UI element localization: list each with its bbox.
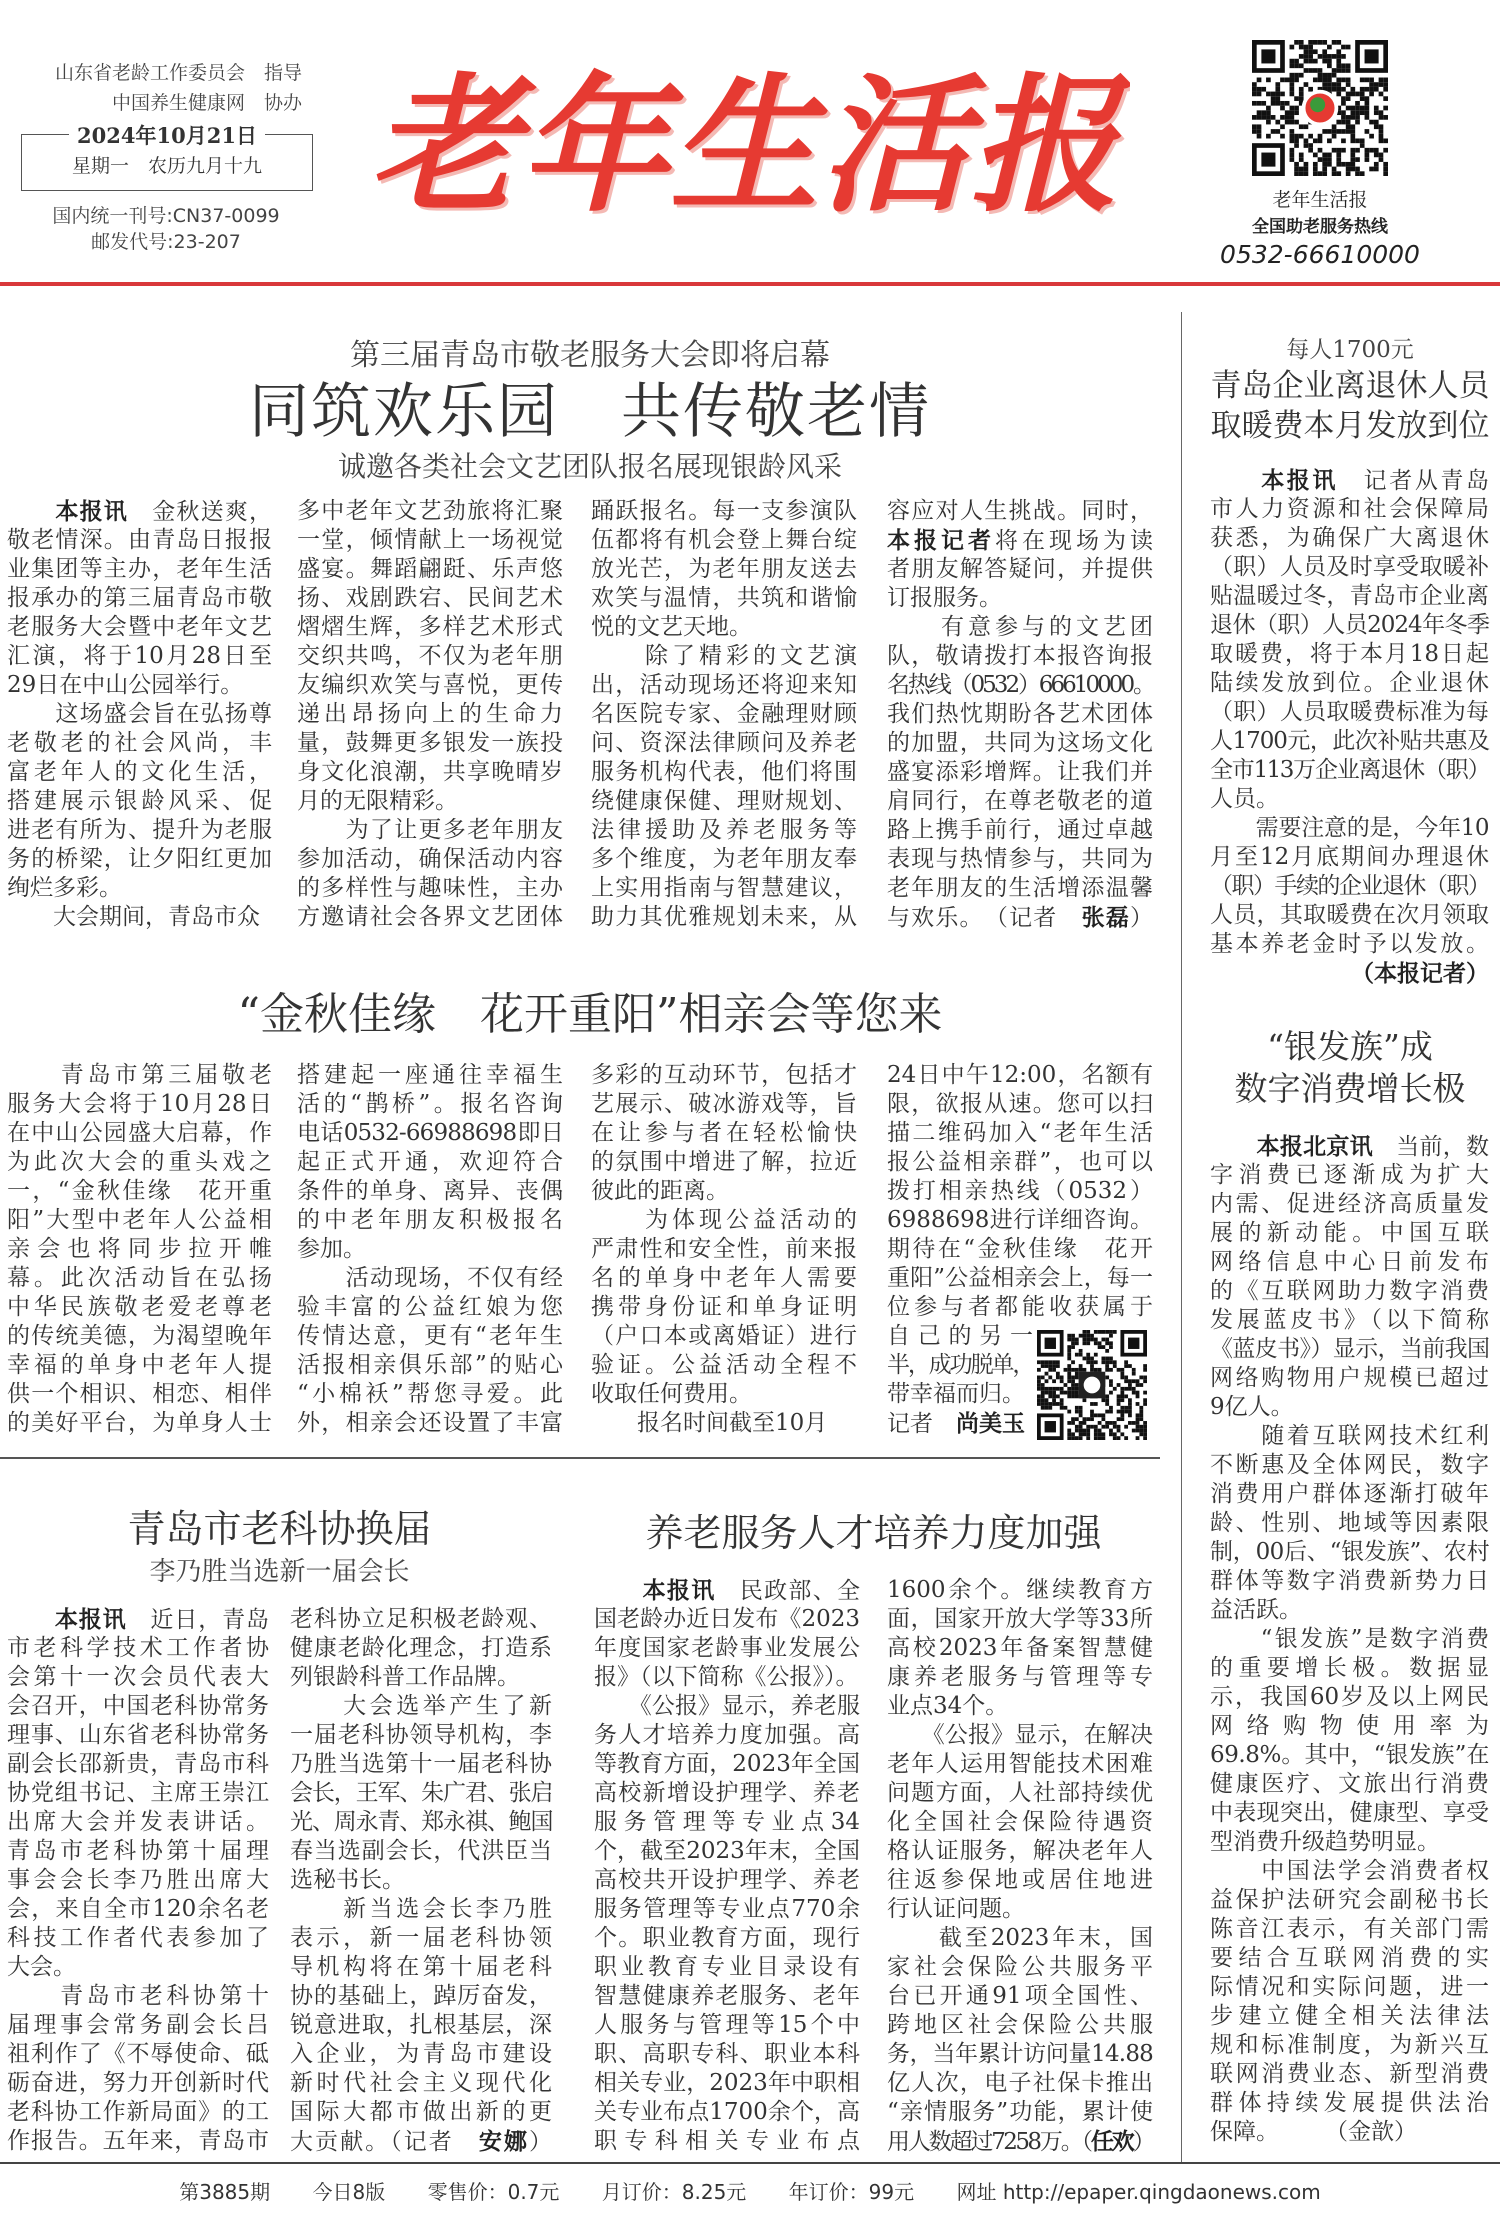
article-column <box>591 1061 857 1438</box>
text-line: 健康老龄化理念，打造系 <box>290 1635 552 1661</box>
text-line: 记者 尚美玉 <box>887 1410 1025 1437</box>
text-line: 幸福的单身中老年人提 <box>7 1352 272 1378</box>
text-line: 交织共鸣，不仅为老年朋 <box>297 643 563 669</box>
text-line: 严肃性和安全性，前来报 <box>591 1236 857 1262</box>
text-line: 市老科学技术工作者协 <box>7 1635 269 1661</box>
text-line: 多个维度，为老年朋友奉 <box>591 846 857 872</box>
text-line: 中表现突出，健康型、享受 <box>1210 1800 1489 1826</box>
text-line: 与欢乐。 （记者 张磊） <box>887 904 1154 931</box>
text-line: 一堂，倾情献上一场视觉 <box>297 527 563 553</box>
text-line: 量，鼓舞更多银发一族投 <box>297 730 563 756</box>
text-line: 拨打相亲热线（0532） <box>887 1178 1153 1204</box>
text-line: 1600余个。继续教育方 <box>887 1577 1153 1603</box>
text-line: 老服务大会暨中老年文艺 <box>7 614 272 640</box>
text-line: 绕健康保健、理财规划、 <box>591 788 857 814</box>
text-line: 《公报》显示，在解决 <box>887 1722 1153 1748</box>
text-line: 参加。 <box>297 1236 366 1262</box>
weekday-lunar: 星期一 农历九月十九 <box>71 155 262 177</box>
text-line: 敬老情深。由青岛日报报 <box>7 527 272 553</box>
hotline-number: 0532-66610000 <box>1220 240 1420 269</box>
text-line: 的重要增长极。数据显 <box>1210 1655 1489 1681</box>
text-line: 的加盟，共同为这场文化 <box>887 730 1153 756</box>
text-line: 限，欲报从速。您可以扫 <box>887 1091 1153 1117</box>
text-line: 跨地区社会保险公共服 <box>887 2012 1153 2038</box>
text-line: 的氛围中增进了解，拉近 <box>591 1149 857 1175</box>
text-line: 中国法学会消费者权 <box>1210 1858 1489 1884</box>
silver-headline-line: “银发族”成 <box>1267 1027 1433 1066</box>
website-link[interactable]: 网址 http://epaper.qingdaonews.com <box>956 2180 1321 2204</box>
text-line: 职业教育专业目录设有 <box>594 1954 860 1980</box>
text-line: 行认证问题。 <box>887 1896 1025 1922</box>
text-line: 的美好平台，为单身人士 <box>7 1410 272 1436</box>
text-line: 欢笑与温情，共筑和谐愉 <box>591 585 857 611</box>
text-line: 陈音江表示，有关部门需 <box>1210 1916 1489 1942</box>
text-line: 本报讯 近日，青岛 <box>54 1606 270 1633</box>
cohost-text: 中国养生健康网 协办 <box>111 92 302 114</box>
text-line: 表现与热情参与，共同为 <box>887 846 1153 872</box>
text-line: 友编织欢笑与喜悦，更传 <box>297 672 563 698</box>
text-line: 个，截至2023年末，全国 <box>594 1838 860 1864</box>
text-line: 群体等数字消费新势力日 <box>1210 1568 1489 1594</box>
text-line: 规和标准制度，为新兴互 <box>1210 2032 1489 2058</box>
text-line: 老科协工作新局面》的工 <box>7 2099 269 2125</box>
text-line: 人员，其取暖费在次月领取 <box>1210 902 1489 928</box>
text-line: 《公报》显示，养老服 <box>594 1693 860 1719</box>
text-line: 助力其优雅规划未来，从 <box>591 904 857 930</box>
text-line: 半，成功脱单， <box>887 1352 1033 1378</box>
heating-headline <box>1200 366 1500 446</box>
article-column <box>591 497 857 932</box>
keji-subhead: 李乃胜当选新一届会长 <box>149 1557 410 1587</box>
text-line: “银发族”是数字消费 <box>1210 1626 1489 1652</box>
text-line: 会长，王军、朱广君、张启 <box>290 1780 552 1806</box>
text-line: （职）人员及时享受取暖补 <box>1210 554 1489 580</box>
text-line: 大会期间，青岛市众 <box>7 904 260 930</box>
section-divider <box>0 1457 1160 1459</box>
text-line: 取暖费，将于本月18日起 <box>1210 641 1489 667</box>
issue-date: 2024年10月21日 <box>69 123 265 148</box>
text-line: 有意参与的文艺团 <box>887 614 1153 640</box>
text-line: 队，敬请拨打本报咨询报 <box>887 643 1153 669</box>
text-line: 会，来自全市120余名老 <box>7 1896 269 1922</box>
text-line: 砺奋进，努力开创新时代 <box>7 2070 269 2096</box>
main-kicker: 第三届青岛市敬老服务大会即将启幕 <box>350 338 830 373</box>
article-column <box>887 1576 1153 2156</box>
text-line: 青岛市第三届敬老 <box>7 1062 272 1088</box>
text-line: （职）人员取暖费标准为每 <box>1210 699 1489 725</box>
text-line: 示，我国60岁及以上网民 <box>1210 1684 1489 1710</box>
text-line: 高校2023年备案智慧健 <box>887 1635 1153 1661</box>
text-line: 中华民族敬老爱老尊老 <box>7 1294 272 1320</box>
text-line: 月至12月底期间办理退休 <box>1210 844 1489 870</box>
qr-code-icon[interactable] <box>1252 40 1388 176</box>
text-line: 年度国家老龄事业发展公 <box>594 1635 860 1661</box>
text-line: 阳”大型中老年人公益相 <box>7 1207 272 1233</box>
text-line: 老敬老的社会风尚，丰 <box>7 730 272 756</box>
text-line: 智慧健康养老服务、老年 <box>594 1983 860 2009</box>
text-line: 为体现公益活动的 <box>591 1207 857 1233</box>
article-column <box>290 1605 552 2156</box>
text-line: 为此次大会的重头戏之 <box>7 1149 272 1175</box>
text-line: 69.8%。其中，“银发族”在 <box>1210 1742 1489 1768</box>
text-line: 退休（职）人员2024年冬季 <box>1210 612 1489 638</box>
wechat-qr-code-icon[interactable] <box>1037 1330 1147 1440</box>
text-line: 益保护法研究会副秘书长 <box>1210 1887 1489 1913</box>
text-line: 服务大会将于10月28日 <box>7 1091 272 1117</box>
text-line: 要结合互联网消费的实 <box>1210 1945 1489 1971</box>
text-line: 伍都将有机会登上舞台绽 <box>591 527 857 553</box>
text-line: 在中山公园盛大启幕，作 <box>7 1120 272 1146</box>
text-line: 踊跃报名。每一支参演队 <box>591 498 857 524</box>
text-line: 本报讯 记者从青岛 <box>1261 467 1490 494</box>
text-line: 活动现场，不仅有经 <box>297 1265 563 1291</box>
text-line: 个。职业教育方面，现行 <box>594 1925 860 1951</box>
text-line: 获悉，为确保广大离退休 <box>1210 525 1489 551</box>
text-line: 熠熠生辉，多样艺术形式 <box>297 614 563 640</box>
monthly-price: 月订价：8.25元 <box>601 2180 747 2204</box>
text-line: 祖利作了《不辱使命、砥 <box>7 2041 269 2067</box>
article-column <box>7 1605 269 2156</box>
issn-number: 国内统一刊号:CN37-0099 <box>52 205 280 227</box>
text-line: 的《互联网助力数字消费 <box>1210 1278 1489 1304</box>
text-line: 副会长邵新贵，青岛市科 <box>7 1751 269 1777</box>
masthead-contact <box>1200 186 1440 270</box>
text-line: 问题方面，人社部持续优 <box>887 1780 1153 1806</box>
text-line: 服务管理等专业点770余 <box>594 1896 860 1922</box>
text-line: 随着互联网技术红利 <box>1210 1423 1489 1449</box>
text-line: 不断惠及全体网民，数字 <box>1210 1452 1489 1478</box>
text-line: 台已开通91项全国性、 <box>887 1983 1153 2009</box>
masthead-sponsors <box>42 58 302 118</box>
text-line: 保障。 （金歆） <box>1210 2119 1417 2145</box>
text-line: 人1700元，此次补贴共惠及 <box>1210 728 1489 754</box>
text-line: 网络购物使用率为 <box>1210 1713 1489 1739</box>
text-line: 健康医疗、文旅出行消费 <box>1210 1771 1489 1797</box>
text-line: 本报北京讯 当前，数 <box>1256 1133 1490 1160</box>
text-line: 化全国社会保险待遇资 <box>887 1809 1153 1835</box>
text-line: 亲会也将同步拉开帷 <box>7 1236 272 1262</box>
text-line: 格认证服务，解决老年人 <box>887 1838 1153 1864</box>
text-line: 电话0532-66988698即日 <box>297 1120 563 1146</box>
text-line: 制，00后、“银发族”、农村 <box>1210 1539 1489 1565</box>
text-line: 汇演，将于10月28日至 <box>7 643 272 669</box>
text-line: 验证。公益活动全程不 <box>591 1352 857 1378</box>
text-line: 盛宴。舞蹈翩跹、乐声悠 <box>297 556 563 582</box>
article-column <box>7 1061 272 1438</box>
text-line: 列银龄科普工作品牌。 <box>290 1664 520 1690</box>
text-line: 职专科相关专业布点 <box>594 2128 860 2154</box>
text-line: 这场盛会旨在弘扬尊 <box>7 701 272 727</box>
text-line: 搭建展示银龄风采、促 <box>7 788 272 814</box>
text-line: 国老龄办近日发布《2023 <box>594 1606 860 1632</box>
matchmaking-headline: “金秋佳缘 花开重阳”相亲会等您来 <box>237 989 943 1040</box>
text-line: 群体持续发展提供法治 <box>1210 2090 1489 2116</box>
silver-headline-line: 数字消费增长极 <box>1234 1069 1466 1108</box>
text-line: 扬、戏剧跌宕、民间艺术 <box>297 585 563 611</box>
text-line: 位参与者都能收获属于 <box>887 1294 1153 1320</box>
text-line: 会第十一次会员代表大 <box>7 1664 269 1690</box>
text-line: 报名时间截至10月 <box>591 1410 828 1436</box>
text-line: 作报告。五年来，青岛市 <box>7 2128 269 2154</box>
qr-label: 老年生活报 <box>1272 189 1368 211</box>
text-line: 大会选举产生了新 <box>290 1693 552 1719</box>
text-line: 发展蓝皮书》（以下简称 <box>1210 1307 1489 1333</box>
text-line: 展的新动能。中国互联 <box>1210 1220 1489 1246</box>
text-line: 24日中午12:00，名额有 <box>887 1062 1153 1088</box>
text-line: 幕。此次活动旨在弘扬 <box>7 1265 272 1291</box>
text-line: 名的单身中老年人需要 <box>591 1265 857 1291</box>
text-line: 会召开，中国老科协常务 <box>7 1693 269 1719</box>
text-line: 我们热忱期盼各艺术团体 <box>887 701 1153 727</box>
text-line: 放光芒，为老年朋友送去 <box>591 556 857 582</box>
text-line: 条件的单身、离异、丧偶 <box>297 1178 563 1204</box>
text-line: 大会。 <box>7 1954 76 1980</box>
text-line: 亿人次，电子社保卡推出 <box>887 2070 1153 2096</box>
text-line: 容应对人生挑战。同时， <box>887 498 1153 524</box>
text-line: 新时代社会主义现代化 <box>290 2070 552 2096</box>
text-line: 务，当年累计访问量14.88 <box>887 2041 1153 2067</box>
text-line: “亲情服务”功能，累计使 <box>887 2099 1153 2125</box>
text-line: 关专业布点1700余个，高 <box>594 2099 860 2125</box>
text-line: 活报相亲俱乐部”的贴心 <box>297 1352 563 1378</box>
text-line: 光、周永青、郑永祺、鲍国 <box>290 1809 552 1835</box>
text-line: 协党组书记、主席王崇江 <box>7 1780 269 1806</box>
text-line: “小棉袄”帮您寻爱。此 <box>297 1381 563 1407</box>
text-line: 科技工作者代表参加了 <box>7 1925 269 1951</box>
article-column <box>1210 466 1489 988</box>
text-line: 自己的另一 <box>887 1323 1033 1349</box>
text-line: 方邀请社会各界文艺团体 <box>297 904 563 930</box>
masthead-divider <box>0 282 1500 286</box>
talent-headline: 养老服务人才培养力度加强 <box>645 1511 1102 1555</box>
yearly-price: 年订价：99元 <box>788 2180 915 2204</box>
publication-info <box>21 203 311 255</box>
text-line: 业集团等主办，老年生活 <box>7 556 272 582</box>
heating-headline-line: 青岛企业离退休人员 <box>1210 368 1490 404</box>
text-line: 参加活动，确保活动内容 <box>297 846 563 872</box>
article-column <box>594 1576 860 2156</box>
text-line: 国际大都市做出新的更 <box>290 2099 552 2125</box>
text-line: 锐意进取，扎根基层，深 <box>290 2012 552 2038</box>
text-line: 大贡献。（记者 安娜） <box>290 2128 553 2155</box>
text-line: 理事、山东省老科协常务 <box>7 1722 269 1748</box>
postal-code: 邮发代号:23-207 <box>91 231 241 253</box>
text-line: 人员。 <box>1210 786 1279 812</box>
text-line: 本报记者将在现场为读 <box>887 527 1153 554</box>
text-line: 除了精彩的文艺演 <box>591 643 857 669</box>
text-line: 全市113万企业离退休（职） <box>1210 757 1489 783</box>
text-line: 的中老年朋友积极报名 <box>297 1207 563 1233</box>
retail-price: 零售价：0.7元 <box>427 2180 560 2204</box>
text-line: 基本养老金时予以发放。 <box>1210 931 1489 957</box>
text-line: 传情达意，更有“老年生 <box>297 1323 563 1349</box>
silver-headline <box>1200 1026 1500 1110</box>
text-line: 6988698进行详细咨询。 <box>887 1207 1153 1233</box>
text-line: 服务机构代表，他们将围 <box>591 759 857 785</box>
text-line: 递出昂扬向上的生命力 <box>297 701 563 727</box>
text-line: 的多样性与趣味性，主办 <box>297 875 563 901</box>
text-line: 彼此的距离。 <box>591 1178 729 1204</box>
text-line: 带幸福而归。 <box>887 1381 1025 1407</box>
text-line: 青岛市老科协第十 <box>7 1983 269 2009</box>
main-headline: 同筑欢乐园 共传敬老情 <box>249 377 931 447</box>
text-line: 老年人运用智能技术困难 <box>887 1751 1153 1777</box>
text-line: 进老有所为、提升为老服 <box>7 817 272 843</box>
text-line: 型消费升级趋势明显。 <box>1210 1829 1440 1855</box>
text-line: 需要注意的是，今年10 <box>1210 815 1489 841</box>
issue-number: 第3885期 <box>179 2180 271 2204</box>
text-line: 面，国家开放大学等33所 <box>887 1606 1153 1632</box>
text-line: 务的桥梁，让夕阳红更加 <box>7 846 272 872</box>
page-count: 今日8版 <box>312 2180 386 2204</box>
article-column <box>887 497 1153 932</box>
text-line: 人服务与管理等15个中 <box>594 2012 860 2038</box>
text-line: 富老年人的文化生活， <box>7 759 272 785</box>
text-line: 验丰富的公益红娘为您 <box>297 1294 563 1320</box>
text-line: 联网消费业态、新型消费 <box>1210 2061 1489 2087</box>
text-line: 协的基础上，踔厉奋发， <box>290 1983 552 2009</box>
text-line: 业点34个。 <box>887 1693 1009 1719</box>
text-line: 绚烂多彩。 <box>7 875 122 901</box>
text-line: 陆续发放到位。企业退休 <box>1210 670 1489 696</box>
text-line: 重阳”公益相亲会上，每一 <box>887 1265 1153 1291</box>
heating-headline-line: 取暖费本月发放到位 <box>1210 408 1490 444</box>
text-line: 市人力资源和社会保障局 <box>1210 496 1489 522</box>
newspaper-logo: 老年生活报 <box>370 58 1120 232</box>
text-line: 新当选会长李乃胜 <box>290 1896 552 1922</box>
text-line: 一届老科协领导机构，李 <box>290 1722 552 1748</box>
text-line: 悦的文艺天地。 <box>591 614 752 640</box>
text-line: 表示，新一届老科协领 <box>290 1925 552 1951</box>
text-line: 肩同行，在尊老敬老的道 <box>887 788 1153 814</box>
text-line: 入企业，为青岛市建设 <box>290 2041 552 2067</box>
article-column <box>297 497 563 932</box>
text-line: 为了让更多老年朋友 <box>297 817 563 843</box>
footer-divider <box>0 2162 1500 2164</box>
text-line: 服务管理等专业点34 <box>594 1809 860 1835</box>
text-line: 导机构将在第十届老科 <box>290 1954 552 1980</box>
text-line: 龄、性别、地域等因素限 <box>1210 1510 1489 1536</box>
text-line: 内需、促进经济高质量发 <box>1210 1191 1489 1217</box>
text-line: 青岛市老科协第十届理 <box>7 1838 269 1864</box>
text-line: 月的无限精彩。 <box>297 788 458 814</box>
text-line: 法律援助及养老服务等 <box>591 817 857 843</box>
text-line: 家社会保险公共服务平 <box>887 1954 1153 1980</box>
text-line: 乃胜当选第十一届老科协 <box>290 1751 552 1777</box>
text-line: 字消费已逐渐成为扩大 <box>1210 1162 1489 1188</box>
text-line: 多中老年文艺劲旅将汇聚 <box>297 498 563 524</box>
text-line: 报》（以下简称《公报》）。 <box>594 1664 859 1690</box>
text-line: 出席大会并发表讲话。 <box>7 1809 269 1835</box>
text-line: 截至2023年末，国 <box>887 1925 1153 1951</box>
hotline-label: 全国助老服务热线 <box>1252 217 1388 237</box>
text-line: 贴温暖过冬，青岛市企业离 <box>1210 583 1489 609</box>
footer <box>0 2176 1500 2205</box>
text-line: 收取任何费用。 <box>591 1381 752 1407</box>
text-line: 报公益相亲群”，也可以 <box>887 1149 1153 1175</box>
text-line: 携带身份证和单身证明 <box>591 1294 857 1320</box>
article-column <box>1210 1132 1489 2147</box>
text-line: 29日在中山公园举行。 <box>7 672 244 698</box>
keji-headline: 青岛市老科协换届 <box>127 1507 432 1551</box>
text-line: 9亿人。 <box>1210 1394 1294 1420</box>
text-line: 届理事会常务副会长吕 <box>7 2012 269 2038</box>
article-column <box>7 497 272 932</box>
text-line: （职）手续的企业退休（职） <box>1210 873 1489 899</box>
text-line: （户口本或离婚证）进行 <box>591 1323 857 1349</box>
text-line: （本报记者） <box>1351 960 1489 987</box>
text-line: 外，相亲会还设置了丰富 <box>297 1410 563 1436</box>
text-line: 务人才培养力度加强。高 <box>594 1722 860 1748</box>
text-line: 报承办的第三届青岛市敬 <box>7 585 272 611</box>
text-line: 康养老服务与管理等专 <box>887 1664 1153 1690</box>
text-line: 起正式开通，欢迎符合 <box>297 1149 563 1175</box>
text-line: 订报服务。 <box>887 585 1002 611</box>
text-line: 艺展示、破冰游戏等，旨 <box>591 1091 857 1117</box>
text-line: 身文化浪潮，共享晚晴岁 <box>297 759 563 785</box>
text-line: 高校新增设护理学、养老 <box>594 1780 860 1806</box>
text-line: 事会会长李乃胜出席大 <box>7 1867 269 1893</box>
text-line: 际情况和实际问题，进一 <box>1210 1974 1489 2000</box>
text-line: 相关专业，2023年中职相 <box>594 2070 860 2096</box>
guidance-text: 山东省老龄工作委员会 指导 <box>54 62 302 84</box>
date-box <box>21 123 313 191</box>
text-line: 本报讯 民政部、全 <box>642 1577 861 1604</box>
text-line: 活的“鹊桥”。报名咨询 <box>297 1091 563 1117</box>
main-subhead: 诚邀各类社会文艺团队报名展现银龄风采 <box>337 450 842 483</box>
text-line: 的传统美德，为渴望晚年 <box>7 1323 272 1349</box>
column-divider <box>1181 312 1182 2162</box>
text-line: 往返参保地或居住地进 <box>887 1867 1153 1893</box>
text-line: 路上携手前行，通过卓越 <box>887 817 1153 843</box>
text-line: 供一个相识、相恋、相伴 <box>7 1381 272 1407</box>
text-line: 《蓝皮书》）显示，当前我国 <box>1210 1336 1489 1362</box>
text-line: 网络购物用户规模已超过 <box>1210 1365 1489 1391</box>
text-line: 步建立健全相关法律法 <box>1210 2003 1489 2029</box>
text-line: 益活跃。 <box>1210 1597 1302 1623</box>
text-line: 网络信息中心日前发布 <box>1210 1249 1489 1275</box>
text-line: 等教育方面，2023年全国 <box>594 1751 860 1777</box>
text-line: 期待在“金秋佳缘 花开 <box>887 1236 1153 1262</box>
text-line: 名医院专家、金融理财顾 <box>591 701 857 727</box>
text-line: 盛宴添彩增辉。让我们并 <box>887 759 1153 785</box>
text-line: 搭建起一座通往幸福生 <box>297 1062 563 1088</box>
text-line: 老年朋友的生活增添温馨 <box>887 875 1153 901</box>
text-line: 出，活动现场还将迎来知 <box>591 672 857 698</box>
text-line: 消费用户群体逐渐打破年 <box>1210 1481 1489 1507</box>
text-line: 老科协立足积极老龄观、 <box>290 1606 552 1632</box>
text-line: 多彩的互动环节，包括才 <box>591 1062 857 1088</box>
heating-kicker: 每人1700元 <box>1286 337 1414 363</box>
text-line: 用人数超过7258万。（任欢） <box>887 2128 1154 2155</box>
text-line: 描二维码加入“老年生活 <box>887 1120 1153 1146</box>
text-line: 高校共开设护理学、养老 <box>594 1867 860 1893</box>
text-line: 上实用指南与智慧建议， <box>591 875 857 901</box>
text-line: 选秘书长。 <box>290 1867 405 1893</box>
text-line: 在让参与者在轻松愉快 <box>591 1120 857 1146</box>
article-column <box>297 1061 563 1438</box>
text-line: 名热线（0532）66610000。 <box>887 672 1153 698</box>
text-line: 春当选副会长，代洪臣当 <box>290 1838 552 1864</box>
text-line: 职、高职专科、职业本科 <box>594 2041 860 2067</box>
text-line: 者朋友解答疑问，并提供 <box>887 556 1153 582</box>
text-line: 问、资深法律顾问及养老 <box>591 730 857 756</box>
text-line: 一，“金秋佳缘 花开重 <box>7 1178 272 1204</box>
text-line: 本报讯 金秋送爽， <box>55 498 273 525</box>
